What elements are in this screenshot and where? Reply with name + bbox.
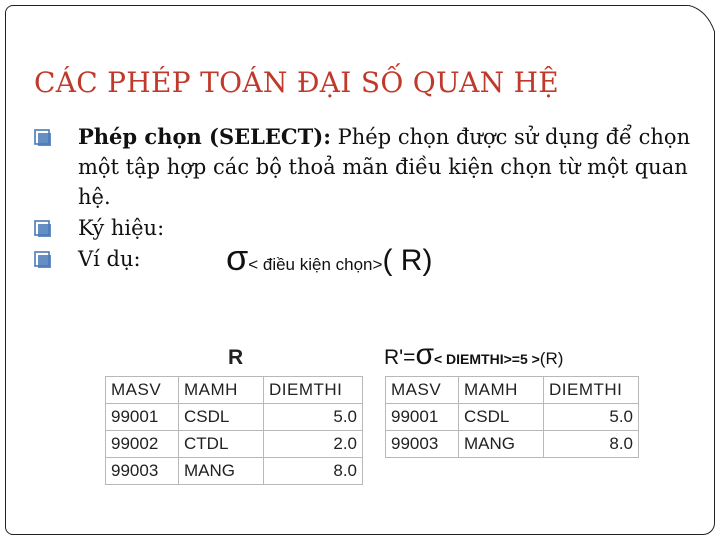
table-row [106, 431, 363, 458]
header-mamh: MAMH [459, 377, 544, 404]
header-mamh: MAMH [179, 377, 264, 404]
cell-mamh: CSDL [459, 404, 544, 431]
example-relation: (R) [539, 349, 564, 368]
cell-diemthi: 8.0 [264, 458, 363, 485]
selection-notation [226, 237, 433, 278]
result-table [385, 376, 639, 458]
cell-masv: 99002 [106, 431, 179, 458]
header-diemthi: DIEMTHI [544, 377, 639, 404]
header-diemthi: DIEMTHI [264, 377, 363, 404]
cell-masv: 99001 [106, 404, 179, 431]
cell-diemthi: 8.0 [544, 431, 639, 458]
table-header-row [386, 377, 639, 404]
table-row [386, 404, 639, 431]
folded-corner-icon [687, 5, 715, 33]
notation-condition: < điều kiện chọn> [248, 255, 383, 274]
header-masv: MASV [386, 377, 459, 404]
example-condition: < DIEMTHI>=5 > [433, 351, 540, 367]
notation-relation: R [392, 244, 423, 277]
example-expression [384, 338, 563, 372]
header-masv: MASV [106, 377, 179, 404]
example-label: Ví dụ: [78, 247, 141, 271]
cell-mamh: CTDL [179, 431, 264, 458]
checkbox-bullet-icon [34, 251, 52, 269]
bullet-notation [34, 213, 694, 243]
cell-mamh: MANG [459, 431, 544, 458]
relation-r-label: R [228, 346, 244, 369]
cell-masv: 99003 [106, 458, 179, 485]
notation-label: Ký hiệu: [78, 216, 165, 240]
table-header-row [106, 377, 363, 404]
table-row [106, 458, 363, 485]
example-sigma: σ [415, 338, 434, 371]
slide-title: CÁC PHÉP TOÁN ĐẠI SỐ QUAN HỆ [34, 66, 560, 99]
select-term: Phép chọn (SELECT): [78, 124, 331, 149]
cell-mamh: CSDL [179, 404, 264, 431]
notation-close-paren: ) [422, 244, 433, 277]
table-row [386, 431, 639, 458]
cell-masv: 99003 [386, 431, 459, 458]
cell-diemthi: 5.0 [264, 404, 363, 431]
sigma-symbol: σ [226, 237, 249, 278]
bullet-select-definition [34, 122, 694, 212]
cell-masv: 99001 [386, 404, 459, 431]
checkbox-bullet-icon [34, 220, 52, 238]
select-description: Phép chọn được sử dụng để chọn một tập hợp các bộ thoả mãn điều kiện chọn từ một quan hệ. [78, 125, 691, 209]
relation-r-table [105, 376, 363, 485]
cell-diemthi: 5.0 [544, 404, 639, 431]
checkbox-bullet-icon [34, 129, 52, 147]
cell-mamh: MANG [179, 458, 264, 485]
cell-diemthi: 2.0 [264, 431, 363, 458]
notation-open-paren: ( [382, 244, 393, 277]
result-prefix: R'= [384, 346, 416, 369]
table-row [106, 404, 363, 431]
